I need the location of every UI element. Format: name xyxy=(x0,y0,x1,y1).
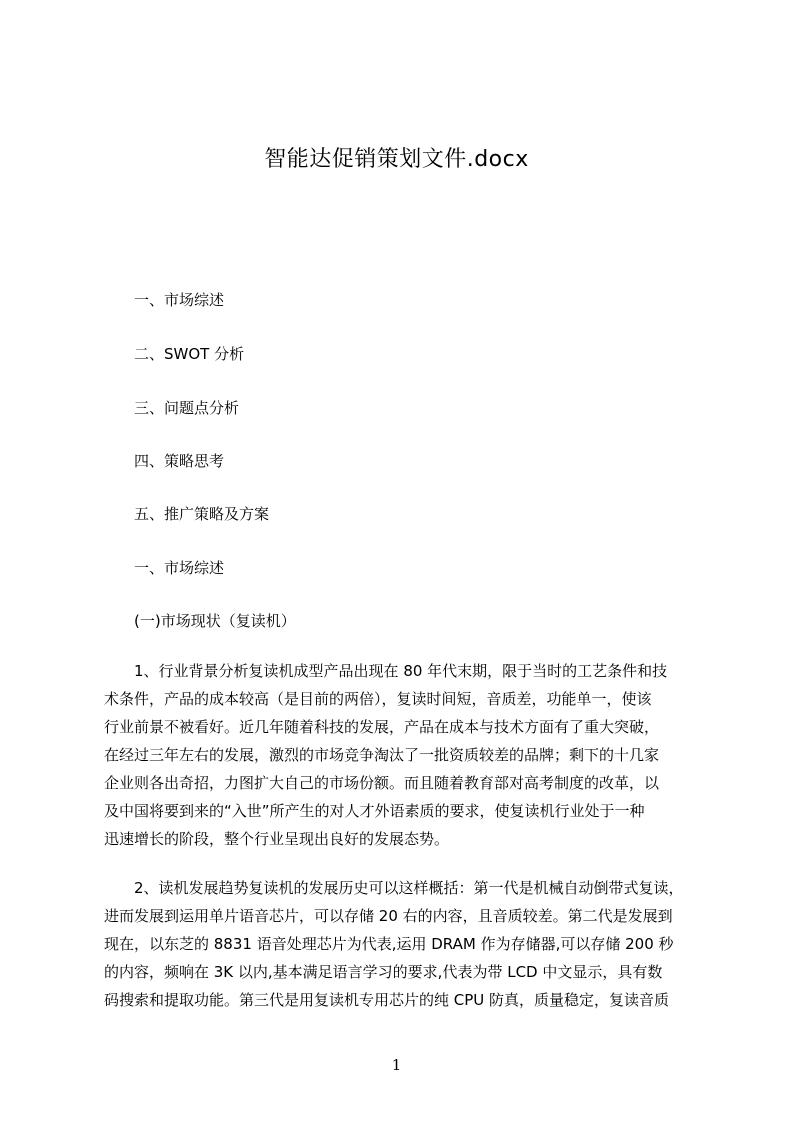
paragraph-line: 码搜索和提取功能。第三代是用复读机专用芯片的纯 CPU 防真，质量稳定，复读音质 xyxy=(104,991,670,1009)
paragraph-line: 企业则各出奇招，力图扩大自己的市场份额。而且随着教育部对高考制度的改革，以 xyxy=(104,774,660,792)
paragraph-line: 行业前景不被看好。近几年随着科技的发展，产品在成本与技术方面有了重大突破， xyxy=(104,718,660,736)
paragraph-line: 的内容，频响在 3K 以内,基本满足语言学习的要求,代表为带 LCD 中文显示，具有数 xyxy=(104,963,663,981)
toc-item: 一、市场综述 xyxy=(134,291,225,309)
toc-item: 四、策略思考 xyxy=(134,452,225,470)
paragraph-line: 1、行业背景分析复读机成型产品出现在 80 年代末期，限于当时的工艺条件和技 xyxy=(134,662,668,680)
paragraph-line: 2、读机发展趋势复读机的发展历史可以这样概括：第一代是机械自动倒带式复读， xyxy=(134,879,684,897)
document-title: 智能达促销策划文件.docx xyxy=(264,147,529,172)
paragraph-line: 现在，以东芝的 8831 语音处理芯片为代表,运用 DRAM 作为存储器,可以存储 200 秒 xyxy=(104,935,674,953)
paragraph-line: 在经过三年左右的发展，激烈的市场竞争淘汰了一批资质较差的品牌；剩下的十几家 xyxy=(104,746,660,764)
toc-item: 二、SWOT 分析 xyxy=(134,345,245,363)
paragraph-line: 进而发展到运用单片语音芯片，可以存储 20 右的内容，且音质较差。第二代是发展到 xyxy=(104,907,673,925)
paragraph-line: 术条件，产品的成本较高（是目前的两倍），复读时间短，音质差，功能单一，使该 xyxy=(104,690,652,708)
paragraph-line: 及中国将要到来的“入世”所产生的对人才外语素质的要求，使复读机行业处于一种 xyxy=(104,802,645,820)
toc-item: 三、问题点分析 xyxy=(134,399,240,417)
subsection-heading: (一)市场现状（复读机） xyxy=(134,612,296,630)
page-number: 1 xyxy=(391,1056,402,1074)
section-heading: 一、市场综述 xyxy=(134,559,225,577)
toc-item: 五、推广策略及方案 xyxy=(134,505,270,523)
paragraph-line: 迅速增长的阶段，整个行业呈现出良好的发展态势。 xyxy=(104,830,450,848)
